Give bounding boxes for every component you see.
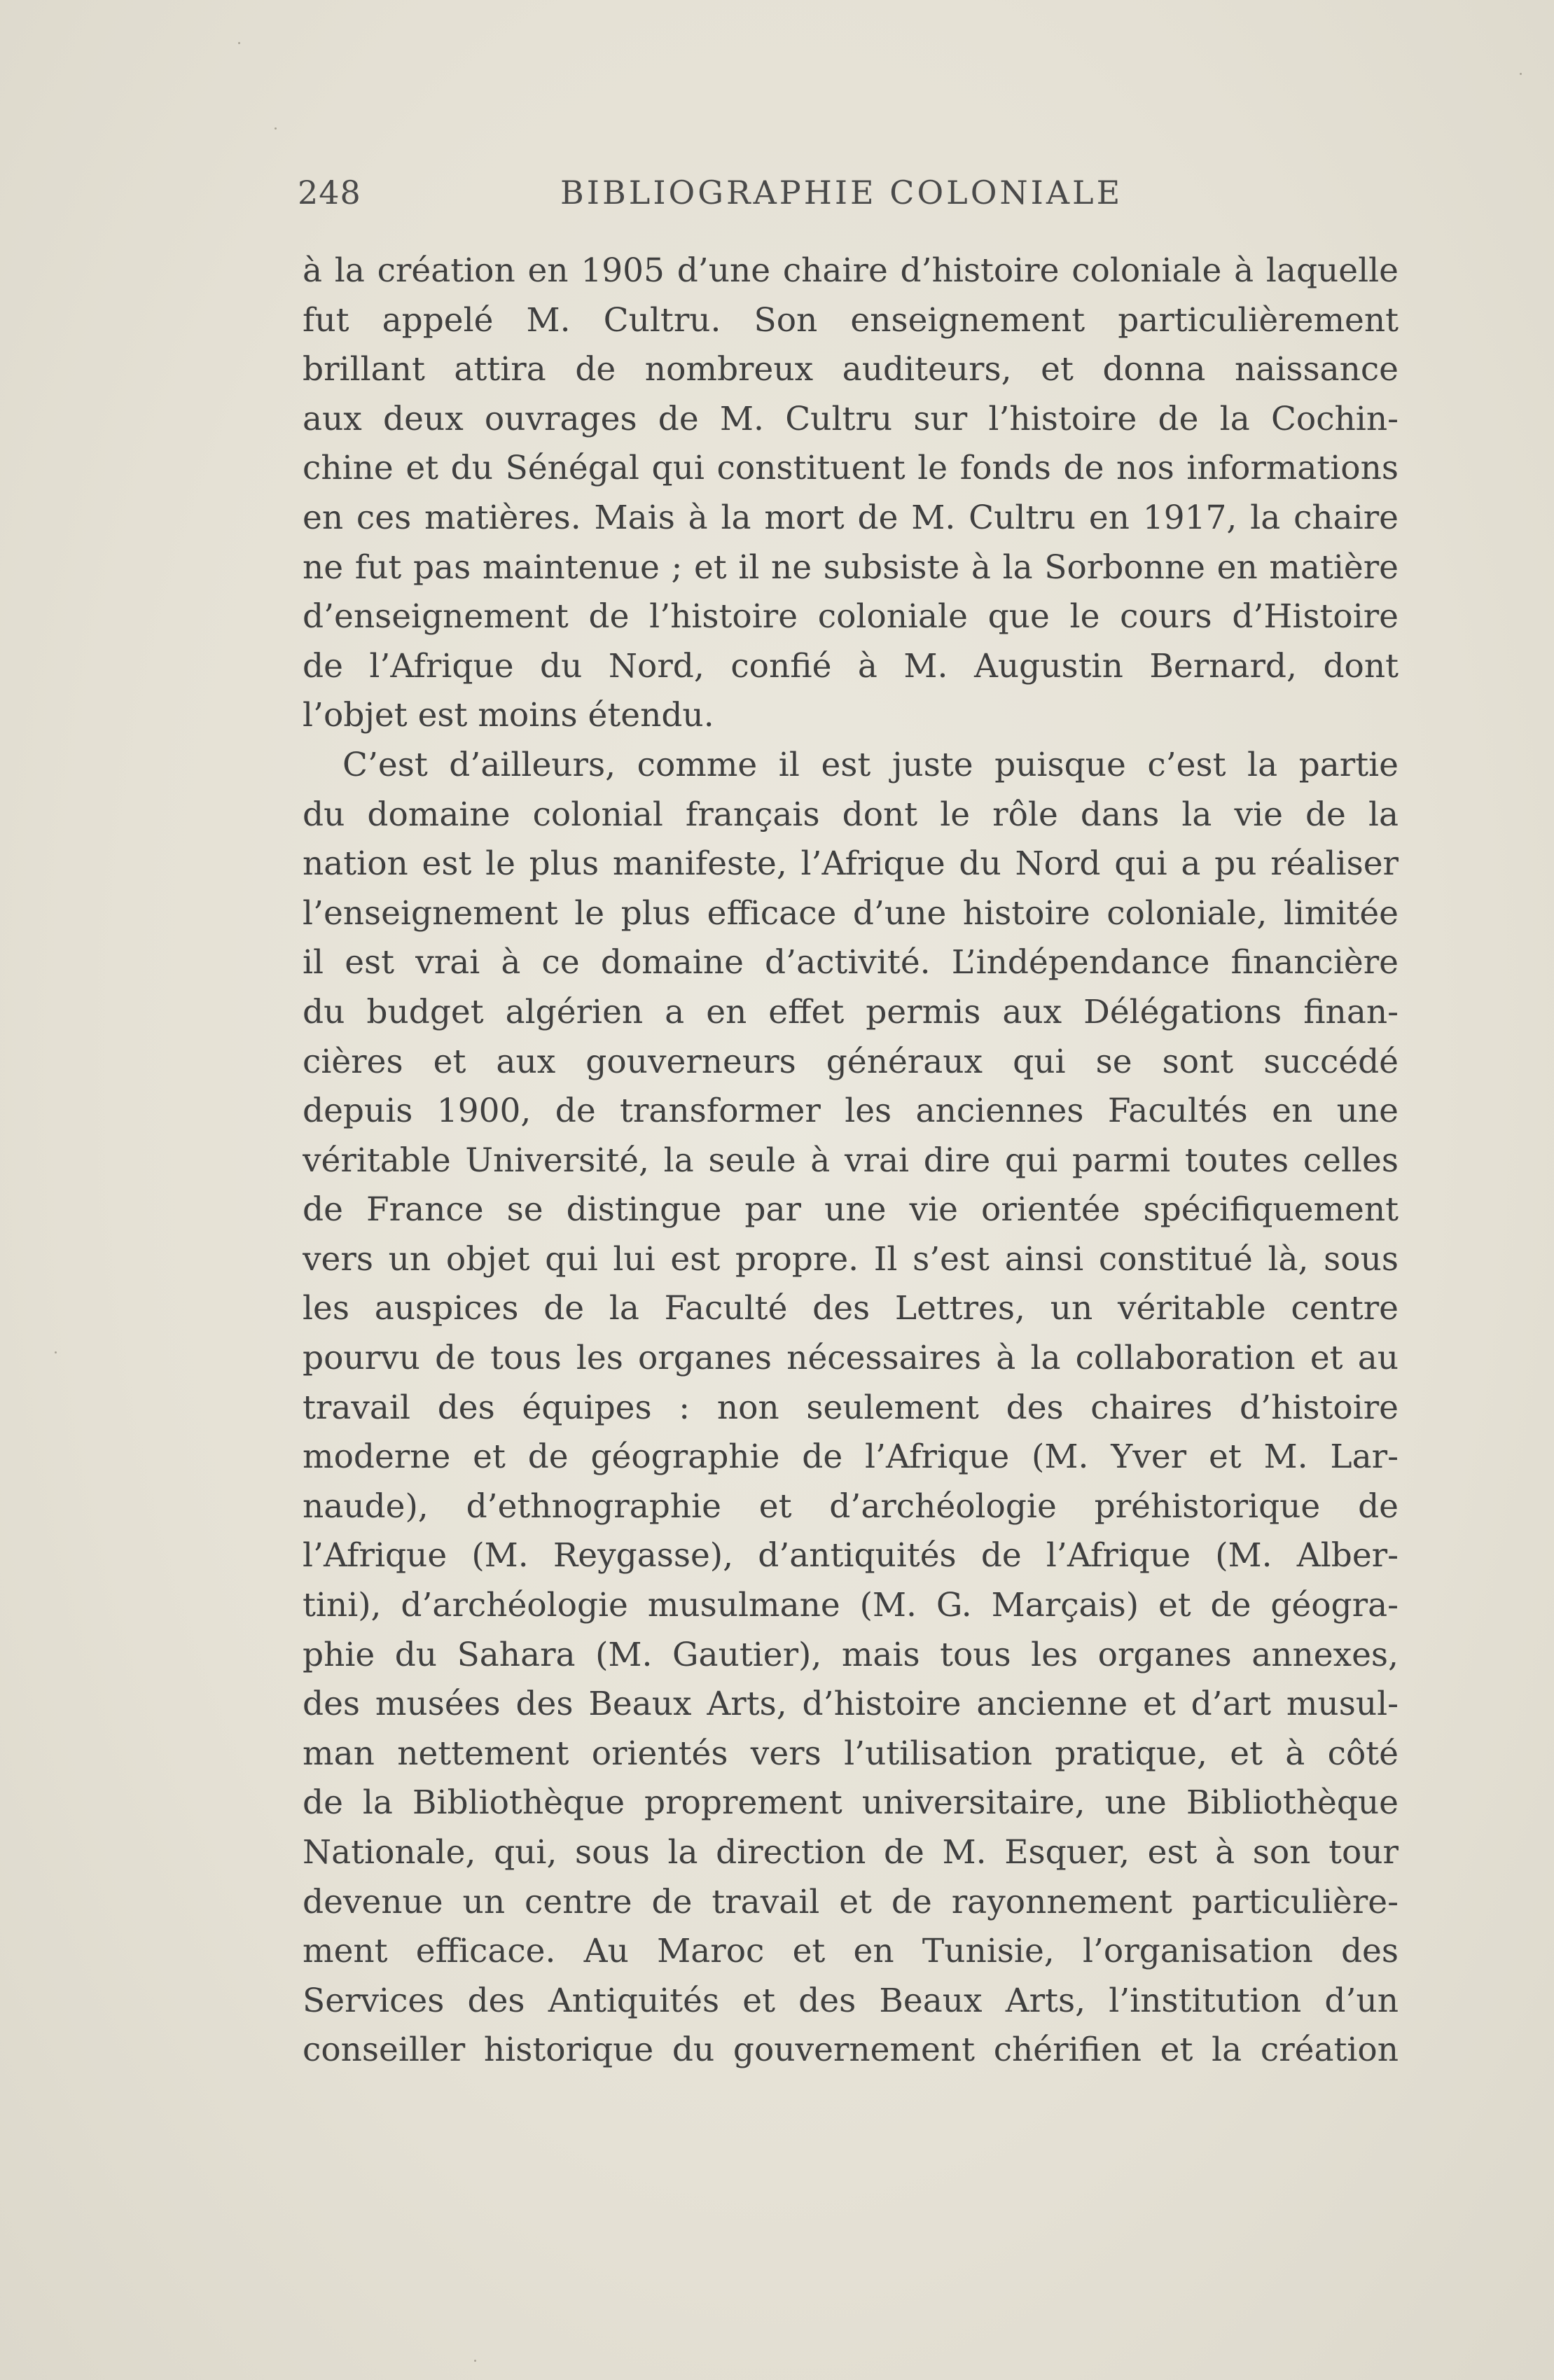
- paper-speck: [55, 1351, 57, 1353]
- text-line: Services des Antiquités et des Beaux Arts, l’institution d’un: [303, 1981, 1399, 2020]
- text-line: travail des équipes : non seulement des chaires d’histoire: [303, 1388, 1399, 1427]
- text-line: l’enseignement le plus efficace d’une histoire coloniale, limitée: [303, 893, 1399, 933]
- text-line: devenue un centre de travail et de rayonnement particulière-: [303, 1882, 1399, 1921]
- text-line: conseiller historique du gouvernement chérifien et la création: [303, 2031, 1399, 2070]
- text-line: nation est le plus manifeste, l’Afrique du Nord qui a pu réaliser: [303, 844, 1399, 884]
- text-line: moderne et de géographie de l’Afrique (M. Yver et M. Lar-: [303, 1438, 1399, 1477]
- text-line: brillant attira de nombreux auditeurs, et donna naissance: [303, 350, 1399, 389]
- paper-speck: [238, 42, 240, 44]
- text-line: l’Afrique (M. Reygasse), d’antiquités de l’Afrique (M. Alber-: [303, 1536, 1399, 1575]
- text-line: ment efficace. Au Maroc et en Tunisie, l’organisation des: [303, 1932, 1399, 1971]
- text-line: véritable Université, la seule à vrai dire qui parmi toutes celles: [303, 1141, 1399, 1180]
- paragraph-start-line: C’est d’ailleurs, comme il est juste puisque c’est la partie: [342, 745, 1399, 784]
- text-line: de l’Afrique du Nord, confié à M. Augustin Bernard, dont: [303, 646, 1399, 686]
- text-line: vers un objet qui lui est propre. Il s’est ainsi constitué là, sous: [303, 1239, 1399, 1279]
- paper-speck: [275, 127, 277, 130]
- text-line: cières et aux gouverneurs généraux qui se sont succédé: [303, 1042, 1399, 1081]
- text-line: l’objet est moins étendu.: [303, 696, 714, 735]
- text-line: naude), d’ethnographie et d’archéologie préhistorique de: [303, 1487, 1399, 1526]
- text-line: des musées des Beaux Arts, d’histoire ancienne et d’art musul-: [303, 1685, 1399, 1724]
- text-line: ne fut pas maintenue ; et il ne subsiste à la Sorbonne en matière: [303, 548, 1399, 587]
- text-line: à la création en 1905 d’une chaire d’histoire coloniale à laquelle: [303, 251, 1399, 290]
- text-line: man nettement orientés vers l’utilisation pratique, et à côté: [303, 1734, 1399, 1773]
- text-line: de France se distingue par une vie orientée spécifiquement: [303, 1190, 1399, 1230]
- text-line: depuis 1900, de transformer les anciennes Facultés en une: [303, 1092, 1399, 1131]
- body-text: [303, 246, 1399, 2075]
- text-line: pourvu de tous les organes nécessaires à la collaboration et au: [303, 1339, 1399, 1378]
- text-line: tini), d’archéologie musulmane (M. G. Marçais) et de géogra-: [303, 1586, 1399, 1625]
- text-line: en ces matières. Mais à la mort de M. Cultru en 1917, la chaire: [303, 498, 1399, 537]
- paper-speck: [474, 2360, 476, 2362]
- text-line: de la Bibliothèque proprement universitaire, une Bibliothèque: [303, 1783, 1399, 1823]
- text-line: d’enseignement de l’histoire coloniale que le cours d’Histoire: [303, 597, 1399, 636]
- page-number: 248: [298, 174, 361, 211]
- text-line: aux deux ouvrages de M. Cultru sur l’histoire de la Cochin-: [303, 399, 1399, 438]
- text-line: chine et du Sénégal qui constituent le fonds de nos informations: [303, 449, 1399, 488]
- text-line: fut appelé M. Cultru. Son enseignement particulièrement: [303, 300, 1399, 340]
- text-line: il est vrai à ce domaine d’activité. L’indépendance financière: [303, 943, 1399, 982]
- running-title: BIBLIOGRAPHIE COLONIALE: [560, 174, 1123, 211]
- text-line: Nationale, qui, sous la direction de M. Esquer, est à son tour: [303, 1833, 1399, 1872]
- paper-speck: [1520, 73, 1522, 75]
- text-line: du domaine colonial français dont le rôle dans la vie de la: [303, 795, 1399, 834]
- running-header: [298, 174, 1401, 230]
- text-line: du budget algérien a en effet permis aux Délégations finan-: [303, 992, 1399, 1031]
- text-line: les auspices de la Faculté des Lettres, un véritable centre: [303, 1289, 1399, 1328]
- text-line: phie du Sahara (M. Gautier), mais tous les organes annexes,: [303, 1635, 1399, 1674]
